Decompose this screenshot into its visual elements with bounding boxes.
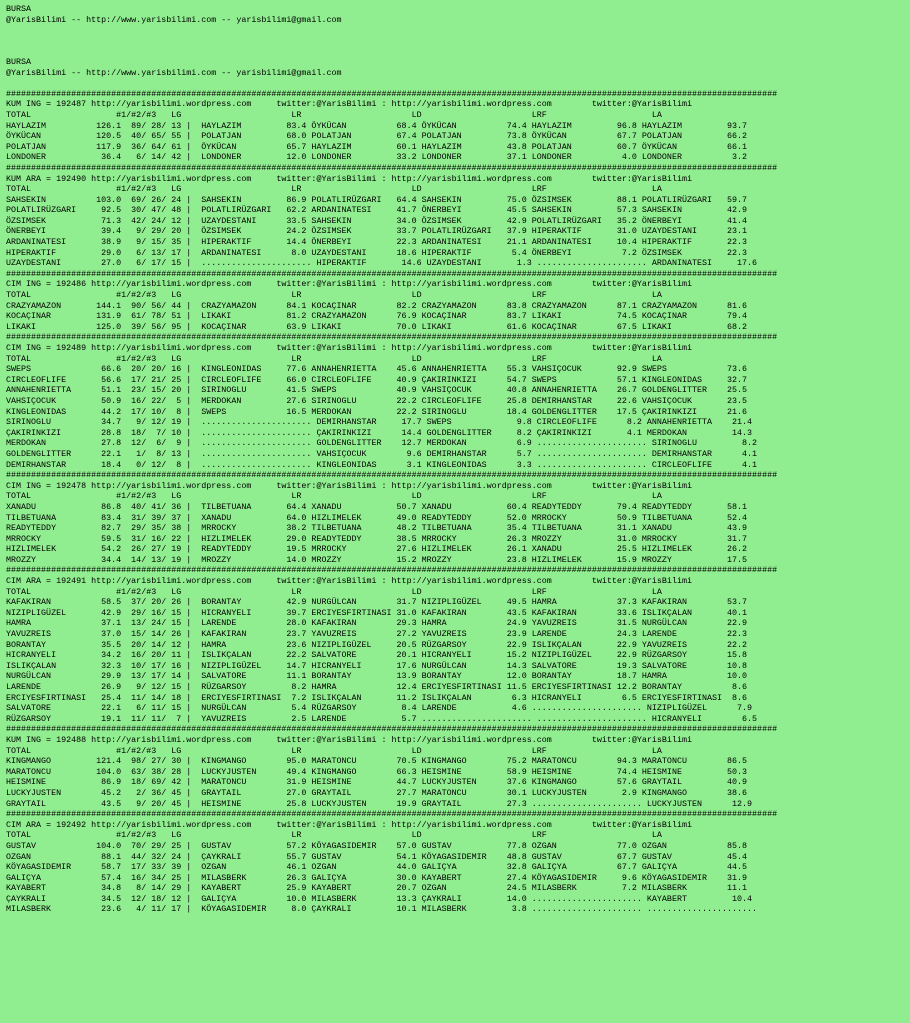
report-line: MRROCKY 59.5 31/ 16/ 22 | HIZLIMELEK 29.0 READYTEDDY 38.5 MRROCKY 26.3 MROZZY 31.0 MRROCKY 31.7 (6, 533, 748, 544)
report-line: TOTAL #1/#2/#3 LG LR LD LRF LA (6, 586, 662, 597)
report-line: DEMIRHANSTAR 18.4 0/ 12/ 8 | ...................... KINGLEONIDAS 3.1 KINGLEONIDAS 3.3 ...................... CIRCLEOFLIFE 4.1 (6, 459, 758, 470)
report-line: TOTAL #1/#2/#3 LG LR LD LRF LA (6, 830, 662, 841)
report-line: BURSA (6, 56, 32, 67)
report-line: OZGAN 88.1 44/ 32/ 24 | ÇAYKRALI 55.7 GUSTAV 54.1 KÖYAGASIDEMIR 48.8 GUSTAV 67.7 GUSTAV 45.4 (6, 851, 748, 862)
report-line: ÇAYKRALI 34.5 12/ 18/ 12 | GALIÇYA 10.0 MILASBERK 13.3 ÇAYKRALI 14.0 ...................... KAYABERT 10.4 (6, 893, 753, 904)
report-line: BORANTAY 35.5 20/ 14/ 12 | HAMRA 23.6 NIZIPLIGÜZEL 20.5 RÜZGARSOY 22.9 ISLIKÇALAN 22.9 YAVUZREIS 22.2 (6, 639, 748, 650)
report-line: @YarisBilimi -- http://www.yarisbilimi.com -- yarisbilimi@gmail.com (6, 67, 342, 78)
report-line: SALVATORE 22.1 6/ 11/ 15 | NURGÜLCAN 5.4 RÜZGARSOY 8.4 LARENDE 4.6 ...................... NIZIPLIGÜZEL 7.9 (6, 703, 753, 714)
report-line: TOTAL #1/#2/#3 LG LR LD LRF LA (6, 109, 662, 120)
report-line: CIM ARA = 192492 http://yarisbilimi.wordpress.com twitter:@YarisBilimi : http://yarisbilimi.wordpress.com twitter:@YarisBilimi (6, 819, 692, 830)
report-line: SIRINOGLU 34.7 9/ 12/ 19 | ...................... DEMIRHANSTAR 17.7 SWEPS 9.8 CIRCLEOFLIFE 8.2 ANNAHENRIETTA 21.4 (6, 417, 753, 428)
report-line: ########################################################################################################################################################## (6, 470, 778, 481)
report-line: CRAZYAMAZON 144.1 90/ 56/ 44 | CRAZYAMAZON 84.1 KOCAÇINAR 82.2 CRAZYAMAZON 83.8 CRAZYAMAZON 87.1 CRAZYAMAZON 81.6 (6, 300, 748, 311)
report-line: LONDONER 36.4 6/ 14/ 42 | LONDONER 12.0 LONDONER 33.2 LONDONER 37.1 LONDONER 4.0 LONDONER 3.2 (6, 152, 748, 163)
report-line: KUM ARA = 192490 http://yarisbilimi.wordpress.com twitter:@YarisBilimi : http://yarisbilimi.wordpress.com twitter:@YarisBilimi (6, 173, 692, 184)
report-line: MROZZY 34.4 14/ 13/ 19 | MROZZY 14.0 MROZZY 15.2 MROZZY 23.8 HIZLIMELEK 15.9 MROZZY 17.5 (6, 554, 748, 565)
report-line: LARENDE 26.9 9/ 12/ 15 | RÜZGARSOY 8.2 HAMRA 12.4 ERCIYESFIRTINASI 11.5 ERCIYESFIRTINASI 12.2 BORANTAY 8.6 (6, 682, 748, 692)
report-line: CIM ING = 192489 http://yarisbilimi.wordpress.com twitter:@YarisBilimi : http://yarisbilimi.wordpress.com twitter:@YarisBilimi (6, 343, 692, 353)
report-line: TOTAL #1/#2/#3 LG LR LD LRF LA (6, 745, 662, 756)
report-line: ERCIYESFIRTINASI 25.4 11/ 14/ 18 | ERCIYESFIRTINASI 7.2 ISLIKÇALAN 11.2 ISLIKÇALAN 6.3 HICRANYELI 6.5 ERCIYESFIRTINASI 8.6 (6, 692, 748, 703)
report-line: MILASBERK 23.6 4/ 11/ 17 | KÖYAGASIDEMIR 8.0 ÇAYKRALI 10.1 MILASBERK 3.8 ...................... ...................... (6, 904, 758, 915)
report-line: RÜZGARSOY 19.1 11/ 11/ 7 | YAVUZREIS 2.5 LARENDE 5.7 ...................... ...................... HICRANYELI 6.5 (6, 713, 758, 724)
report-line: LUCKYJUSTEN 45.2 2/ 36/ 45 | GRAYTAIL 27.0 GRAYTAIL 27.7 MARATONCU 30.1 LUCKYJUSTEN 2.9 KINGMANGO 38.6 (6, 787, 748, 798)
report-line: KÖYAGASIDEMIR 58.7 17/ 33/ 39 | OZGAN 46.1 OZGAN 44.0 GALIÇYA 32.8 GALIÇYA 67.7 GALIÇYA 44.5 (6, 862, 748, 873)
report-line: VAHSIÇOCUK 50.9 16/ 22/ 5 | MERDOKAN 27.6 SIRINOGLU 22.2 CIRCLEOFLIFE 25.8 DEMIRHANSTAR 22.6 VAHSIÇOCUK 23.5 (6, 395, 748, 406)
report-line: ########################################################################################################################################################## (6, 724, 778, 735)
report-line: ########################################################################################################################################################## (6, 332, 778, 343)
report-line: TOTAL #1/#2/#3 LG LR LD LRF LA (6, 290, 662, 301)
report-line: KAYABERT 34.8 8/ 14/ 29 | KAYABERT 25.9 KAYABERT 20.7 OZGAN 24.5 MILASBERK 7.2 MILASBERK 11.1 (6, 883, 748, 894)
report-line: MARATONCU 104.0 63/ 38/ 28 | LUCKYJUSTEN 49.4 KINGMANGO 66.3 HEISMINE 58.9 HEISMINE 74.4 HEISMINE 50.3 (6, 766, 748, 777)
report-line: POLATJAN 117.9 36/ 64/ 61 | ÖYKÜCAN 65.7 HAYLAZIM 60.1 HAYLAZIM 43.8 POLATJAN 60.7 ÖYKÜCAN 66.1 (6, 141, 748, 152)
report-line: GUSTAV 104.0 70/ 29/ 25 | GUSTAV 57.2 KÖYAGASIDEMIR 57.0 GUSTAV 77.8 OZGAN 77.0 OZGAN 85.8 (6, 840, 748, 851)
report-line: SAHSEKIN 103.0 69/ 26/ 24 | SAHSEKIN 86.9 POLATLIRÜZGARI 64.4 SAHSEKIN 75.0 ÖZSIMSEK 88.1 POLATLIRÜZGARI 59.7 (6, 194, 748, 205)
report-line: KAFAKIRAN 58.5 37/ 20/ 26 | BORANTAY 42.9 NURGÜLCAN 31.7 NIZIPLIGÜZEL 49.5 HAMRA 37.3 KAFAKIRAN 53.7 (6, 597, 748, 608)
report-line: ARDANINATESI 38.9 9/ 15/ 35 | HIPERAKTIF 14.4 ÖNERBEYI 22.3 ARDANINATESI 21.1 ARDANINATESI 10.4 HIPERAKTIF 22.3 (6, 237, 748, 248)
report-line: XANADU 86.8 40/ 41/ 36 | TILBETUANA 64.4 XANADU 50.7 XANADU 60.4 READYTEDDY 79.4 READYTEDDY 58.1 (6, 501, 748, 512)
report-line: CIM ING = 192478 http://yarisbilimi.wordpress.com twitter:@YarisBilimi : http://yarisbilimi.wordpress.com twitter:@YarisBilimi (6, 480, 692, 491)
report-line: READYTEDDY 82.7 29/ 35/ 38 | MRROCKY 38.2 TILBETUANA 48.2 TILBETUANA 35.4 TILBETUANA 31.1 XANADU 43.9 (6, 523, 748, 534)
report-line: CIM ING = 192486 http://yarisbilimi.wordpress.com twitter:@YarisBilimi : http://yarisbilimi.wordpress.com twitter:@YarisBilimi (6, 279, 692, 290)
report-line: NURGÜLCAN 29.9 13/ 17/ 14 | SALVATORE 11.1 BORANTAY 13.9 BORANTAY 12.0 BORANTAY 18.7 HAMRA 10.0 (6, 671, 748, 682)
report-line: ÖYKÜCAN 120.5 40/ 65/ 55 | POLATJAN 68.0 POLATJAN 67.4 POLATJAN 73.8 ÖYKÜCAN 67.7 POLATJAN 66.2 (6, 131, 748, 142)
report-line: ########################################################################################################################################################## (6, 268, 778, 279)
report-line: POLATLIRÜZGARI 92.5 30/ 47/ 48 | POLATLIRÜZGARI 62.2 ARDANINATESI 41.7 ÖNERBEYI 45.5 SAHSEKIN 57.3 SAHSEKIN 42.9 (6, 205, 748, 216)
report-line: BURSA (6, 4, 32, 14)
report-line: ########################################################################################################################################################## (6, 565, 778, 576)
report-line: ########################################################################################################################################################## (6, 162, 778, 173)
report-line: UZAYDESTANI 27.0 6/ 17/ 15 | ...................... HIPERAKTIF 14.6 UZAYDESTANI 1.3 ...................... ARDANINATESI 17.6 (6, 258, 758, 269)
report-line: KINGLEONIDAS 44.2 17/ 10/ 8 | SWEPS 16.5 MERDOKAN 22.2 SIRINOGLU 18.4 GOLDENGLITTER 17.5 ÇAKIRINKIZI 21.6 (6, 406, 748, 417)
report-line: CIRCLEOFLIFE 56.6 17/ 21/ 25 | CIRCLEOFLIFE 66.0 CIRCLEOFLIFE 40.9 ÇAKIRINKIZI 54.7 SWEPS 57.1 KINGLEONIDAS 32.7 (6, 374, 748, 385)
report-line: SWEPS 66.6 20/ 20/ 16 | KINGLEONIDAS 77.6 ANNAHENRIETTA 45.6 ANNAHENRIETTA 55.3 VAHSIÇOCUK 92.9 SWEPS 73.6 (6, 364, 748, 375)
report-line: HIPERAKTIF 29.0 6/ 13/ 17 | ARDANINATESI 8.0 UZAYDESTANI 18.6 HIPERAKTIF 5.4 ÖNERBEYI 7.2 ÖZSIMSEK 22.3 (6, 247, 748, 258)
report-line: ########################################################################################################################################################## (6, 809, 778, 820)
report-line: NIZIPLIGÜZEL 42.9 29/ 16/ 15 | HICRANYELI 39.7 ERCIYESFIRTINASI 31.0 KAFAKIRAN 43.5 KAFAKIRAN 33.6 ISLIKÇALAN 40.1 (6, 607, 748, 618)
report-line: KUM ING = 192487 http://yarisbilimi.wordpress.com twitter:@YarisBilimi : http://yarisbilimi.wordpress.com twitter:@YarisBilimi (6, 99, 692, 110)
report-line: ÖZSIMSEK 71.3 42/ 24/ 12 | UZAYDESTANI 33.5 SAHSEKIN 34.0 ÖZSIMSEK 42.9 POLATLIRÜZGARI 35.2 ÖNERBEYI 41.4 (6, 215, 748, 226)
report-line: GRAYTAIL 43.5 9/ 20/ 45 | HEISMINE 25.8 LUCKYJUSTEN 19.9 GRAYTAIL 27.3 ...................... LUCKYJUSTEN 12.9 (6, 798, 753, 809)
report-line: GALIÇYA 57.4 16/ 34/ 25 | MILASBERK 26.3 GALIÇYA 30.0 KAYABERT 27.4 KÖYAGASIDEMIR 9.6 KÖYAGASIDEMIR 31.9 (6, 872, 748, 883)
report-line: TOTAL #1/#2/#3 LG LR LD LRF LA (6, 491, 662, 502)
report-line: HIZLIMELEK 54.2 26/ 27/ 19 | READYTEDDY 19.5 MRROCKY 27.6 HIZLIMELEK 26.1 XANADU 25.5 HIZLIMELEK 26.2 (6, 544, 748, 555)
report-line: ANNAHENRIETTA 51.1 23/ 15/ 20 | SIRINOGLU 41.5 SWEPS 40.9 VAHSIÇOCUK 40.8 ANNAHENRIETTA 26.7 GOLDENGLITTER 25.5 (6, 385, 748, 396)
report-line: TILBETUANA 83.4 31/ 39/ 37 | XANADU 64.0 HIZLIMELEK 49.0 READYTEDDY 52.0 MRROCKY 50.9 TILBETUANA 52.4 (6, 512, 748, 523)
report-line: KOCAÇINAR 131.9 61/ 78/ 51 | LIKAKI 81.2 CRAZYAMAZON 76.9 KOCAÇINAR 83.7 LIKAKI 74.5 KOCAÇINAR 79.4 (6, 311, 748, 322)
report-line: LIKAKI 125.0 39/ 56/ 95 | KOCAÇINAR 63.9 LIKAKI 70.0 LIKAKI 61.6 KOCAÇINAR 67.5 LIKAKI 68.2 (6, 321, 748, 332)
report-line: HAYLAZIM 126.1 89/ 28/ 13 | HAYLAZIM 83.4 ÖYKÜCAN 68.4 ÖYKÜCAN 74.4 HAYLAZIM 96.8 HAYLAZIM 93.7 (6, 120, 748, 131)
report-line: CIM ARA = 192491 http://yarisbilimi.wordpress.com twitter:@YarisBilimi : http://yarisbilimi.wordpress.com twitter:@YarisBilimi (6, 576, 692, 587)
report-line: TOTAL #1/#2/#3 LG LR LD LRF LA (6, 184, 662, 195)
report-line: HICRANYELI 34.2 16/ 20/ 11 | ISLIKÇALAN 22.2 SALVATORE 20.1 HICRANYELI 15.2 NIZIPLIGÜZEL 22.9 RÜZGARSOY 15.8 (6, 650, 748, 661)
report-line: ISLIKÇALAN 32.3 10/ 17/ 16 | NIZIPLIGÜZEL 14.7 HICRANYELI 17.6 NURGÜLCAN 14.3 SALVATORE 19.3 SALVATORE 10.8 (6, 660, 748, 671)
report-line: ÖNERBEYI 39.4 9/ 29/ 20 | ÖZSIMSEK 24.2 ÖZSIMSEK 33.7 POLATLIRÜZGARI 37.9 HIPERAKTIF 31.0 UZAYDESTANI 23.1 (6, 226, 748, 237)
report-line: MERDOKAN 27.8 12/ 6/ 9 | ...................... GOLDENGLITTER 12.7 MERDOKAN 6.9 ...................... SIRINOGLU 8.2 (6, 438, 758, 449)
report-line: HEISMINE 86.9 18/ 69/ 42 | MARATONCU 31.9 HEISMINE 44.7 LUCKYJUSTEN 37.6 KINGMANGO 57.6 GRAYTAIL 40.9 (6, 777, 748, 788)
report-line: @YarisBilimi -- http://www.yarisbilimi.com -- yarisbilimi@gmail.com (6, 14, 342, 25)
report-line: ########################################################################################################################################################## (6, 88, 778, 99)
report-line: HAMRA 37.1 13/ 24/ 15 | LARENDE 28.0 KAFAKIRAN 29.3 HAMRA 24.9 YAVUZREIS 31.5 NURGÜLCAN 22.9 (6, 618, 748, 629)
report-line: KUM ING = 192488 http://yarisbilimi.wordpress.com twitter:@YarisBilimi : http://yarisbilimi.wordpress.com twitter:@YarisBilimi (6, 734, 692, 745)
report-line: YAVUZREIS 37.0 15/ 14/ 26 | KAFAKIRAN 23.7 YAVUZREIS 27.2 YAVUZREIS 23.9 LARENDE 24.3 LARENDE 22.3 (6, 629, 748, 640)
report-line: KINGMANGO 121.4 98/ 27/ 30 | KINGMANGO 95.0 MARATONCU 70.5 KINGMANGO 75.2 MARATONCU 94.3 MARATONCU 86.5 (6, 756, 748, 767)
report-line: ÇAKIRINKIZI 28.8 18/ 7/ 10 | ...................... ÇAKIRINKIZI 14.4 GOLDENGLITTER 8.2 ÇAKIRINKIZI 4.1 MERDOKAN 14.3 (6, 427, 753, 438)
report-line: TOTAL #1/#2/#3 LG LR LD LRF LA (6, 353, 662, 364)
report-line: GOLDENGLITTER 22.1 1/ 8/ 13 | ...................... VAHSIÇOCUK 9.6 DEMIRHANSTAR 5.7 ...................... DEMIRHANSTAR 4.1 (6, 448, 758, 459)
